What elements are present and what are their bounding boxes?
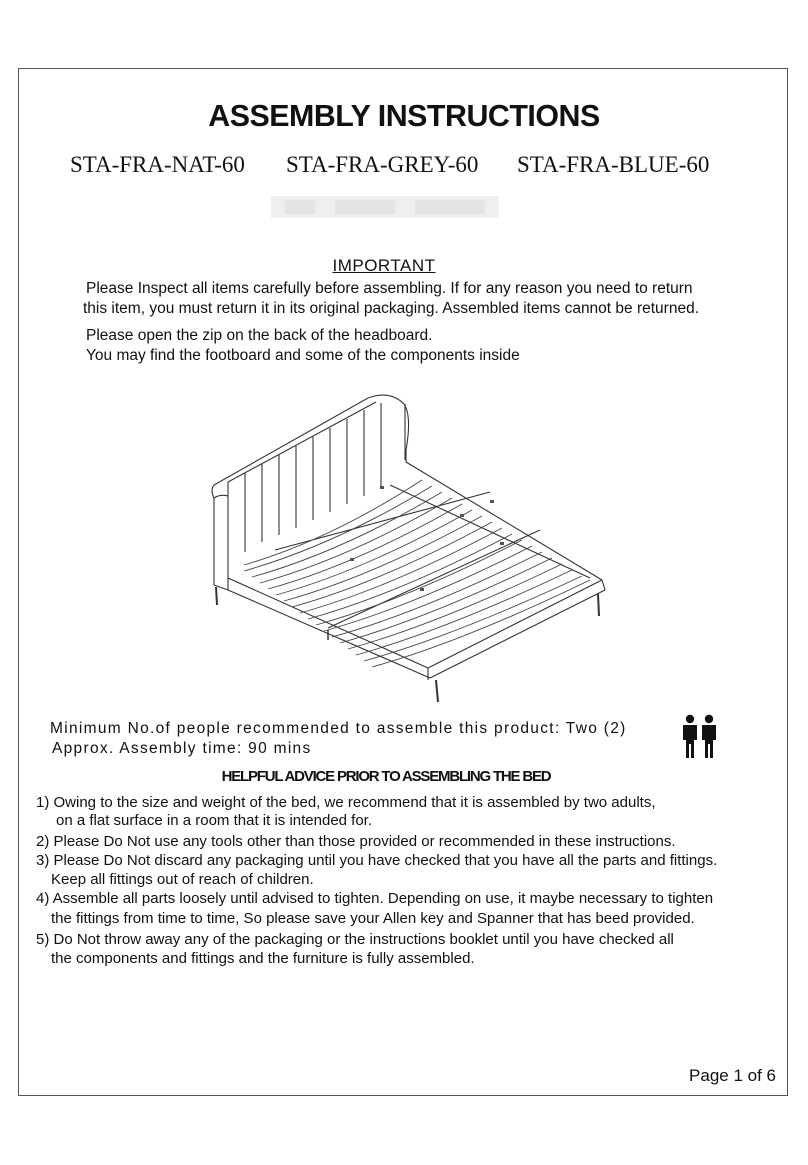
model-code-grey: STA-FRA-GREY-60 <box>286 152 479 177</box>
important-line-2: this item, you must return it in its original packaging. Assembled items cannot be returned. <box>83 300 699 317</box>
advice-item-2: 2) Please Do Not use any tools other than those provided or recommended in these instructions. <box>36 833 676 850</box>
advice-item-3-cont: Keep all fittings out of reach of children. <box>51 871 314 888</box>
page-number: Page 1 of 6 <box>689 1066 776 1085</box>
advice-item-4-cont: the fittings from time to time, So please save your Allen key and Spanner that has beed provided. <box>51 910 695 927</box>
important-line-1: Please Inspect all items carefully before assembling. If for any reason you need to return <box>86 280 693 297</box>
zip-instruction-line-1: Please open the zip on the back of the headboard. <box>86 327 433 344</box>
advice-item-3: 3) Please Do Not discard any packaging until you have checked that you have all the parts and fittings. <box>36 852 718 869</box>
advice-heading: HELPFUL ADVICE PRIOR TO ASSEMBLING THE BED <box>221 768 551 785</box>
page-title: ASSEMBLY INSTRUCTIONS <box>208 98 600 133</box>
zip-instruction-line-2: You may find the footboard and some of the components inside <box>86 347 520 364</box>
assembly-time-text: Approx. Assembly time: 90 mins <box>52 740 312 757</box>
important-heading: IMPORTANT <box>332 256 436 275</box>
faint-background-marking <box>265 190 505 224</box>
bed-illustration <box>200 390 610 710</box>
model-code-nat: STA-FRA-NAT-60 <box>70 152 245 177</box>
advice-item-5-cont: the components and fittings and the furniture is fully assembled. <box>51 950 475 967</box>
advice-item-1-cont: on a flat surface in a room that it is intended for. <box>56 812 373 829</box>
two-people-icon <box>680 714 720 760</box>
advice-item-1: 1) Owing to the size and weight of the bed, we recommend that it is assembled by two adults, <box>36 794 656 811</box>
advice-item-4: 4) Assemble all parts loosely until advised to tighten. Depending on use, it maybe necessary to tighten <box>36 890 714 907</box>
advice-item-5: 5) Do Not throw away any of the packaging or the instructions booklet until you have checked all <box>36 931 674 948</box>
minimum-people-text: Minimum No.of people recommended to assemble this product: Two (2) <box>50 720 627 737</box>
model-code-blue: STA-FRA-BLUE-60 <box>517 152 710 177</box>
